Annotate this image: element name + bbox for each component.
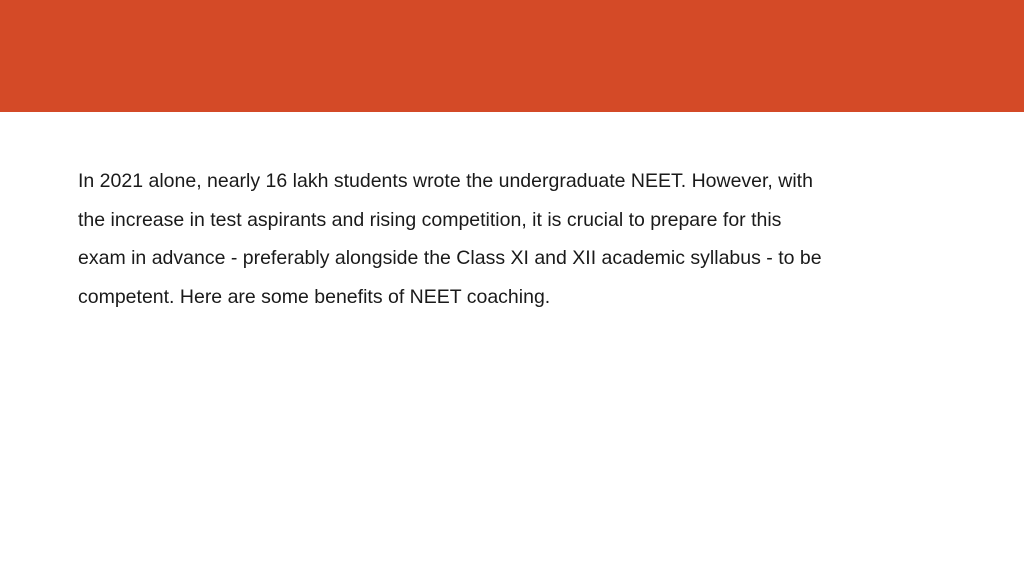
header-band bbox=[0, 0, 1024, 112]
body-line-3: exam in advance - preferably alongside the Class XI and XII academic syllabus - to be bbox=[78, 247, 822, 269]
body-line-2: the increase in test aspirants and rising competition, it is crucial to prepare for this bbox=[78, 208, 782, 231]
body-line-4: competent. Here are some benefits of NEET coaching. bbox=[78, 285, 551, 308]
body-paragraph bbox=[78, 162, 908, 316]
body-line-1: In 2021 alone, nearly 16 lakh students wrote the undergraduate NEET. However, with bbox=[78, 170, 813, 192]
